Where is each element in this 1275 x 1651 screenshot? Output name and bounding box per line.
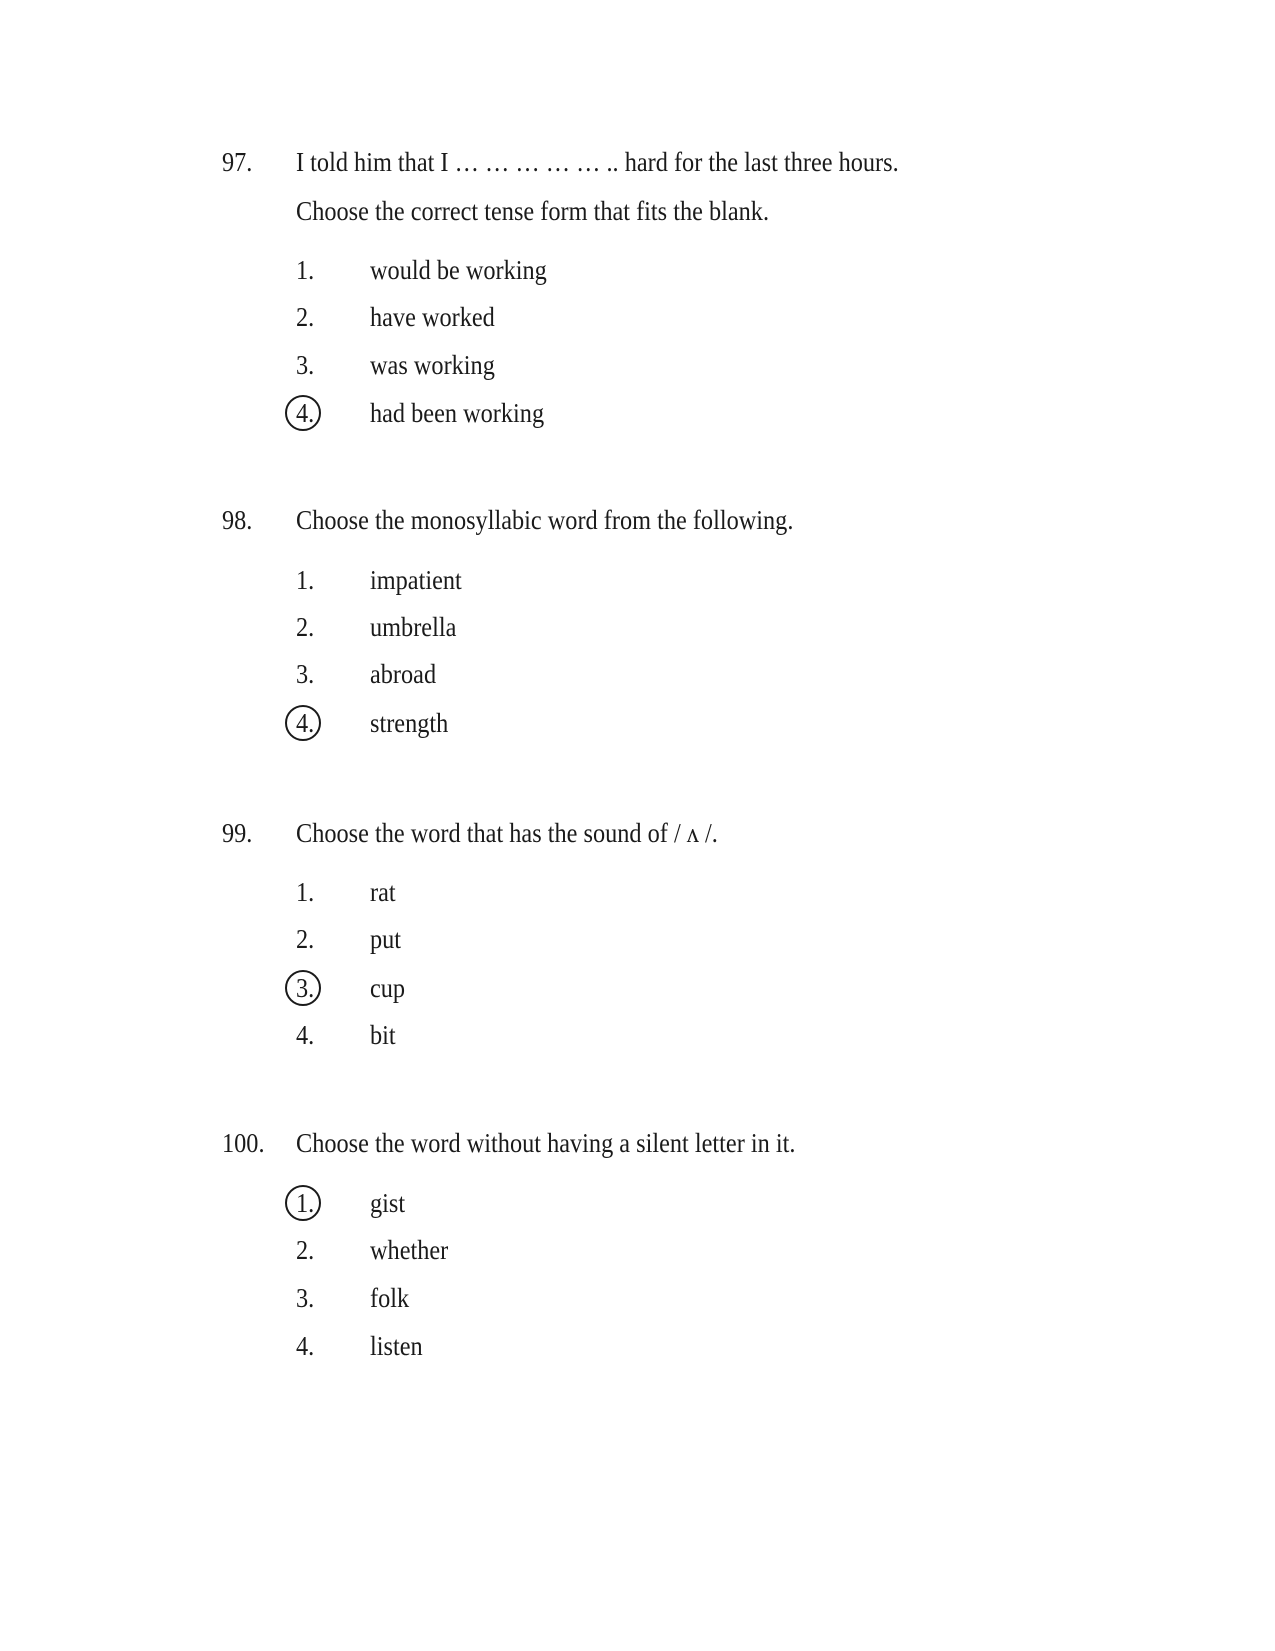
question-number: 97.: [222, 147, 253, 177]
question-text: Choose the word that has the sound of / ʌ /.: [296, 818, 718, 848]
question-text: Choose the monosyllabic word from the following.: [296, 505, 794, 535]
option-number: 1.: [296, 877, 315, 907]
option-number: 2.: [296, 1235, 315, 1265]
option-number: 1.: [296, 1188, 315, 1218]
option-number: 4.: [296, 708, 315, 738]
option-text: listen: [370, 1331, 423, 1361]
question-number: 98.: [222, 505, 253, 535]
option-number: 4.: [296, 398, 315, 428]
question-subtext: Choose the correct tense form that fits the blank.: [296, 196, 770, 226]
option-number: 1.: [296, 565, 315, 595]
option-number: 4.: [296, 1331, 315, 1361]
option-text: put: [370, 924, 402, 954]
option-number: 3.: [296, 1283, 315, 1313]
option-text: folk: [370, 1283, 410, 1313]
option-text: whether: [370, 1235, 449, 1265]
option-text: was working: [370, 350, 495, 380]
option-text: cup: [370, 973, 406, 1003]
option-text: have worked: [370, 302, 495, 332]
option-text: would be working: [370, 255, 547, 285]
option-text: gist: [370, 1188, 406, 1218]
question-number: 99.: [222, 818, 253, 848]
question-text: Choose the word without having a silent letter in it.: [296, 1128, 796, 1158]
option-text: had been working: [370, 398, 545, 428]
option-text: bit: [370, 1020, 396, 1050]
option-number: 3.: [296, 350, 315, 380]
option-number: 2.: [296, 612, 315, 642]
question-number: 100.: [222, 1128, 265, 1158]
option-text: umbrella: [370, 612, 457, 642]
option-text: abroad: [370, 659, 437, 689]
option-number: 3.: [296, 973, 315, 1003]
question-text: I told him that I … … … … … .. hard for the last three hours.: [296, 147, 899, 177]
option-number: 2.: [296, 924, 315, 954]
option-text: rat: [370, 877, 396, 907]
option-number: 4.: [296, 1020, 315, 1050]
option-number: 3.: [296, 659, 315, 689]
option-text: strength: [370, 708, 449, 738]
option-number: 1.: [296, 255, 315, 285]
option-number: 2.: [296, 302, 315, 332]
option-text: impatient: [370, 565, 462, 595]
